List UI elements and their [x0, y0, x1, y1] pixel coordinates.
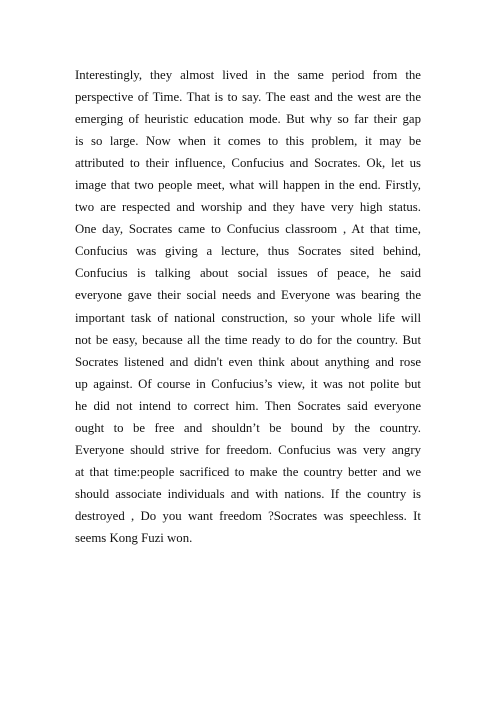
- text-line: should associate individuals and with nations. If the country is: [75, 486, 421, 501]
- text-line: One day, Socrates came to Confucius classroom , At that time,: [75, 222, 421, 237]
- text-line: Socrates listened and didn't even think about anything and rose: [75, 354, 421, 369]
- text-line: ought to be free and shouldn’t be bound by the country.: [75, 420, 421, 435]
- text-line: important task of national construction, so your whole life will: [75, 310, 421, 325]
- text-line: emerging of heuristic education mode. But why so far their gap: [75, 112, 421, 127]
- text-line: seems Kong Fuzi won.: [75, 530, 193, 545]
- text-line: Everyone should strive for freedom. Confucius was very angry: [75, 442, 421, 457]
- text-line: up against. Of course in Confucius’s view, it was not polite but: [75, 376, 421, 391]
- text-line: is so large. Now when it comes to this problem, it may be: [75, 134, 421, 149]
- text-line: he did not intend to correct him. Then Socrates said everyone: [75, 398, 421, 413]
- text-line: destroyed , Do you want freedom ?Socrates was speechless. It: [75, 508, 421, 523]
- text-line: not be easy, because all the time ready to do for the country. But: [75, 332, 421, 347]
- body-paragraph: [75, 64, 421, 549]
- text-line: at that time:people sacrificed to make the country better and we: [75, 464, 421, 479]
- text-line: two are respected and worship and they have very high status.: [75, 200, 421, 215]
- text-line: attributed to their influence, Confucius and Socrates. Ok, let us: [75, 156, 421, 171]
- text-line: perspective of Time. That is to say. The east and the west are the: [75, 90, 421, 105]
- text-line: Interestingly, they almost lived in the same period from the: [75, 68, 421, 82]
- text-line: Confucius is talking about social issues of peace, he said: [75, 266, 421, 281]
- text-line: Confucius was giving a lecture, thus Socrates sited behind,: [75, 244, 421, 259]
- text-line: everyone gave their social needs and Everyone was bearing the: [75, 288, 421, 303]
- text-line: image that two people meet, what will happen in the end. Firstly,: [75, 178, 421, 193]
